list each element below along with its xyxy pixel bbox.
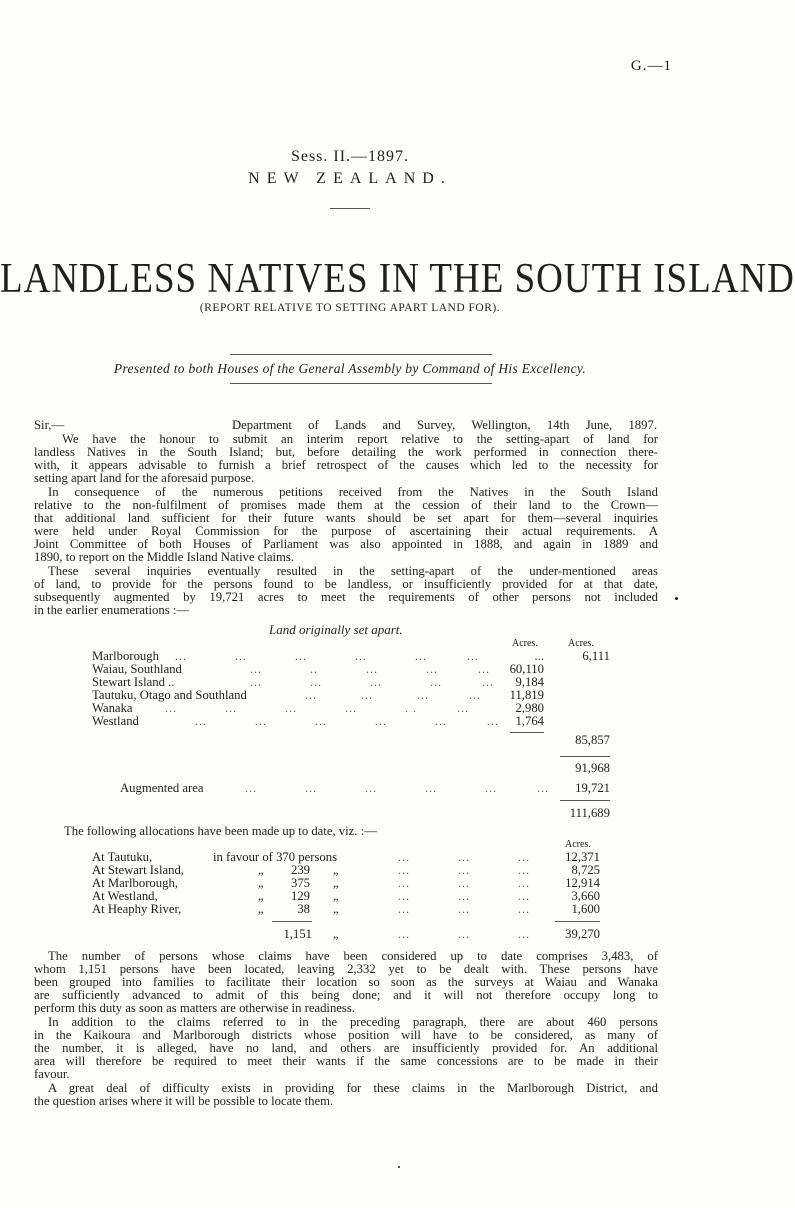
allocation-place: At Tautuku,: [92, 850, 153, 864]
table-cell-acres: 1,764: [515, 714, 544, 728]
paragraph-line: relative to the non-fulfilment of promises made them at the cession of their land to the Crown—: [34, 498, 658, 513]
presented-line: Presented to both Houses of the General Assembly by Command of His Excellency.: [113, 361, 587, 376]
leader-dots: ... .. ... ... ...: [250, 662, 490, 676]
leader-dots: ... ... ...: [398, 863, 530, 877]
grand-total-value: 111,689: [569, 806, 610, 820]
paragraph-line: area will therefore be required to meet their wants if the same concessions are to be made in their: [34, 1054, 658, 1069]
paragraph-3: [34, 565, 658, 617]
paragraph-line: perform this duty as soon as matters are otherwise in readiness.: [34, 1001, 355, 1016]
paragraph-line: whom 1,151 persons have been located, leaving 2,332 yet to be dealt with. These persons have: [34, 962, 658, 977]
allocation-persons: 129: [290, 889, 310, 903]
table-row-place: Stewart Island ..: [92, 675, 175, 689]
table-row-place: Tautuku, Otago and Southland: [92, 688, 247, 702]
leader-dots: ... ... ... ... ... ...: [245, 781, 549, 795]
paragraph-6: [34, 1082, 658, 1108]
paragraph-4: [34, 950, 658, 1015]
table-row-place: Marlborough: [92, 649, 159, 663]
paragraph-line: been grouped into families to facilitate their location so soon as the surveys at Waiau and Wanaka: [34, 975, 658, 990]
allocation-place: At Stewart Island,: [92, 863, 184, 877]
allocation-mark: „: [333, 927, 339, 941]
paragraph-line: 1890, to report on the Middle Island Native claims.: [34, 550, 295, 565]
allocation-favour: in favour of 370 persons: [213, 850, 338, 864]
leader-dots: ... ... ...: [398, 850, 530, 864]
salutation: Sir,—: [34, 418, 65, 432]
leader-dots: ... ... ...: [398, 889, 530, 903]
total-acres: 39,270: [565, 927, 600, 941]
country-heading: NEW ZEALAND.: [248, 170, 452, 187]
allocation-mark: „: [333, 902, 339, 916]
leader-dots: ... ... ... ... ...: [250, 675, 494, 689]
paragraph-2: [34, 486, 658, 565]
sum-rule: [560, 756, 610, 757]
paragraph-line: of land, to provide for the persons found to be landless, or insufficiently provided for at that date,: [34, 577, 658, 592]
leader-dots: ... ... ...: [398, 902, 530, 916]
total-persons: 1,151: [283, 927, 312, 941]
leader-dots: ... ... ... ... . . ...: [165, 701, 469, 715]
paragraph-line: In addition to the claims referred to in the preceding paragraph, there are about 460 persons: [48, 1015, 658, 1029]
paragraph-line: setting apart land for the aforesaid purpose.: [34, 471, 255, 486]
leader-dots: ... ... ...: [398, 876, 530, 890]
paragraph-line: subsequently augmented by 19,721 acres to meet the requirements of other persons not included: [34, 590, 658, 605]
margin-mark: [675, 597, 678, 600]
allocation-mark: „: [333, 863, 339, 877]
leader-dots: ... ... ... ... ... ...: [175, 649, 479, 663]
paragraph-line: These several inquiries eventually resulted in the setting-apart of the under-mentioned areas: [48, 564, 658, 578]
subtotal-rule: [510, 732, 544, 733]
table-cell-acres: 11,819: [509, 688, 544, 702]
allocation-acres: 1,600: [571, 902, 600, 916]
presented-rule-bottom: [230, 383, 492, 384]
sum-value: 91,968: [575, 761, 610, 775]
leader-dots: ... ... ... ... ... ...: [195, 714, 499, 728]
paragraph-line: A great deal of difficulty exists in providing for these claims in the Marlborough District, and: [48, 1081, 658, 1095]
allocation-acres: 12,914: [565, 876, 600, 890]
paragraph-line: the question arises where it will be possible to locate them.: [34, 1094, 334, 1109]
subtotal-value: 85,857: [575, 733, 610, 747]
column-header-acres: Acres.: [565, 839, 591, 850]
allocation-mark: „: [333, 889, 339, 903]
allocation-acres: 8,725: [571, 863, 600, 877]
footer-mark: [398, 1166, 400, 1168]
paragraph-1: [34, 433, 658, 485]
document-subtitle: (REPORT RELATIVE TO SETTING APART LAND FOR).: [199, 302, 501, 314]
table-cell-acres: ...: [534, 649, 544, 663]
paragraph-line: landless Natives in the South Island; but, before detailing the work performed in connection there-: [34, 445, 658, 460]
table-cell-acres: 60,110: [509, 662, 544, 676]
paragraph-line: the number, it is alleged, have no land, and others are insufficiently provided for. An additional: [34, 1041, 658, 1056]
column-header-acres: Acres.: [568, 638, 594, 649]
table-cell-acres: 9,184: [515, 675, 544, 689]
paragraph-line: We have the honour to submit an interim report relative to the setting-apart of land for: [62, 432, 658, 446]
paragraph-line: in the earlier enumerations :—: [34, 603, 190, 618]
table-row-place: Westland: [92, 714, 139, 728]
paragraph-line: in the Kaikoura and Marlborough districts whose position will have to be considered, as many of: [34, 1028, 658, 1043]
allocation-persons: 239: [290, 863, 310, 877]
allocation-acres: 3,660: [571, 889, 600, 903]
paragraph-line: that additional land sufficient for their future wants should be set apart for them—several inquiries: [34, 511, 658, 526]
allocation-place: At Marlborough,: [92, 876, 178, 890]
short-divider: [330, 208, 370, 209]
table-row-place: Waiau, Southland: [92, 662, 182, 676]
grand-total-rule: [560, 800, 610, 801]
allocations-intro: The following allocations have been made up to date, viz. :—: [64, 824, 377, 838]
persons-total-rule: [272, 921, 312, 922]
table-heading: Land originally set apart.: [269, 622, 403, 637]
augmented-label: Augmented area: [120, 781, 204, 795]
session-line: Sess. II.—1897.: [290, 148, 410, 165]
paragraph-line: The number of persons whose claims have been considered up to date comprises 3,483, of: [48, 949, 658, 963]
allocation-acres: 12,371: [565, 850, 600, 864]
allocation-place: At Heaphy River,: [92, 902, 182, 916]
paragraph-line: were held under Royal Commission for the purpose of ascertaining their actual requirements. A: [34, 524, 658, 539]
paragraph-line: are sufficiently advanced to admit of this being done; and it will not therefore occupy long to: [34, 988, 658, 1003]
table-cell-acres: 2,980: [515, 701, 544, 715]
leader-dots: ... ... ...: [398, 927, 530, 941]
column-header-acres: Acres.: [512, 638, 538, 649]
table-cell-total: 6,111: [582, 649, 610, 663]
allocation-place: At Westland,: [92, 889, 158, 903]
allocation-mark: „: [258, 902, 264, 916]
allocation-persons: 375: [290, 876, 310, 890]
paragraph-line: favour.: [34, 1067, 70, 1082]
presented-rule-top: [230, 354, 492, 355]
allocation-mark: „: [258, 876, 264, 890]
table-row-place: Wanaka: [92, 701, 133, 715]
leader-dots: ... ... ... ...: [305, 688, 481, 702]
paragraph-line: Joint Committee of both Houses of Parliament was also appointed in 1888, and again in 1889 and: [34, 537, 658, 552]
allocation-mark: „: [258, 889, 264, 903]
augmented-value: 19,721: [575, 781, 610, 795]
page-reference: G.—1: [630, 58, 672, 74]
document-title: LANDLESS NATIVES IN THE SOUTH ISLAND: [0, 255, 795, 303]
paragraph-line: with, it appears advisable to furnish a brief retrospect of the causes which led to the necessity for: [34, 458, 658, 473]
allocation-mark: „: [333, 876, 339, 890]
paragraph-5: [34, 1016, 658, 1081]
acres-total-rule: [555, 921, 600, 922]
dateline: Department of Lands and Survey, Wellington, 14th June, 1897.: [232, 418, 657, 432]
paragraph-line: In consequence of the numerous petitions received from the Natives in the South Island: [48, 485, 658, 499]
allocation-persons: 38: [297, 902, 310, 916]
allocation-mark: „: [258, 863, 264, 877]
